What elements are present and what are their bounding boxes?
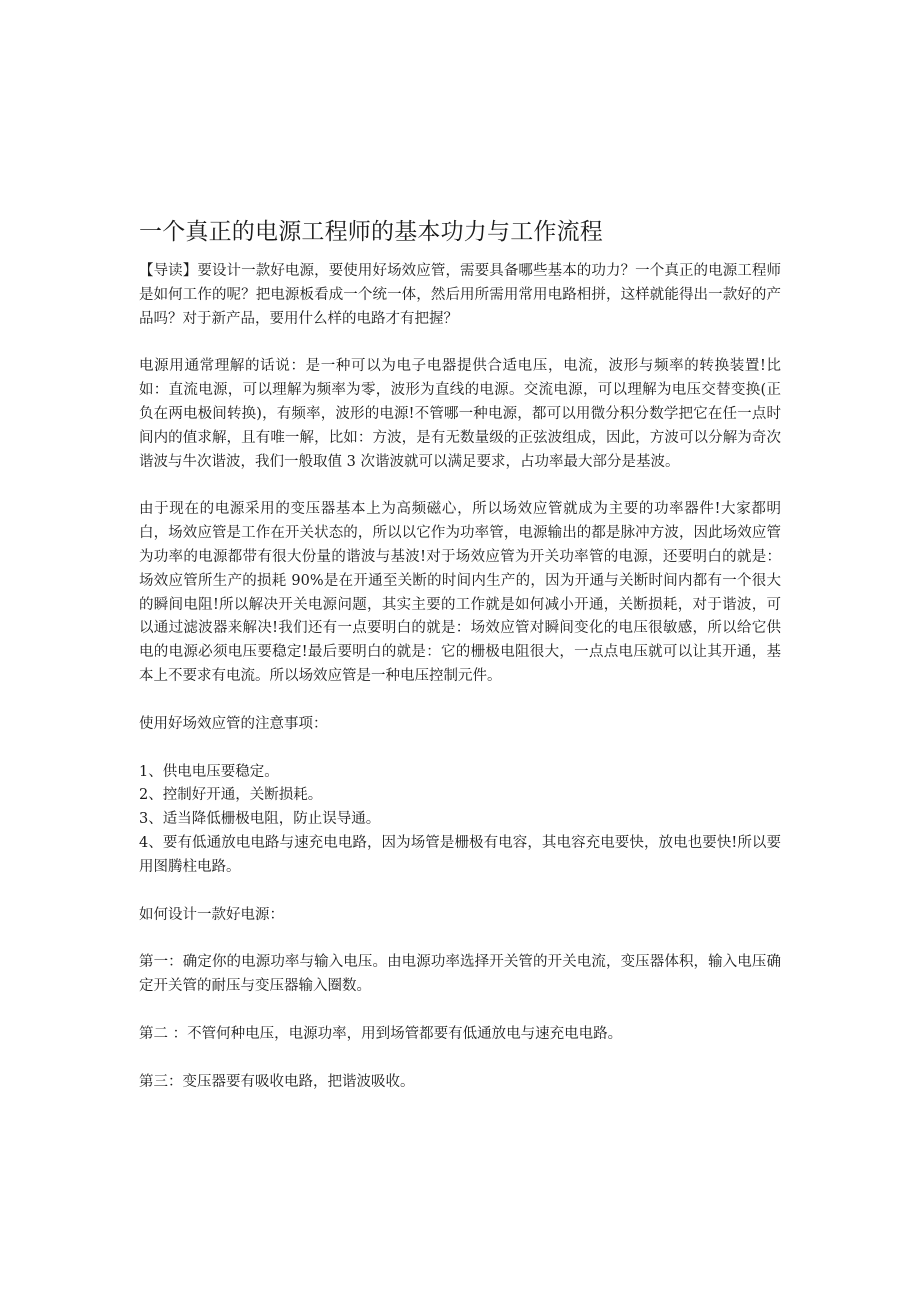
spacer bbox=[139, 331, 781, 355]
step-three: 第三：变压器要有吸收电路，把谐波吸收。 bbox=[139, 1073, 415, 1090]
list-item: 2、控制好开通，关断损耗。 bbox=[139, 787, 323, 804]
spacer bbox=[139, 999, 781, 1023]
notes-heading: 使用好场效应管的注意事项： bbox=[139, 715, 328, 732]
step-two: 第二 ：不管何种电压，电源功率，用到场管都要有低通放电与速充电电路。 bbox=[139, 1025, 623, 1042]
step-one: 第一：确定你的电源功率与输入电压。由电源功率选择开关管的开关电流，变压器体积，输入电压确定开关管的耐压与变压器输入圈数。 bbox=[139, 954, 781, 995]
design-heading: 如何设计一款好电源： bbox=[139, 906, 284, 923]
spacer bbox=[139, 1047, 781, 1071]
spacer bbox=[139, 927, 781, 951]
document-title: 一个真正的电源工程师的基本功力与工作流程 bbox=[139, 219, 603, 245]
spacer bbox=[139, 474, 781, 498]
list-item: 3、适当降低栅极电阻，防止误导通。 bbox=[139, 811, 381, 828]
intro-paragraph: 【导读】要设计一款好电源，要使用好场效应管，需要具备哪些基本的功力？一个真正的电源工程师是如何工作的呢？把电源板看成一个统一体，然后用所需用常用电路相拼，这样就能得出一款好的产品吗？对于新产品，要用什么样的电路才有把握？ bbox=[139, 263, 781, 327]
paragraph-power-definition: 电源用通常理解的话说：是一种可以为电子电器提供合适电压，电流，波形与频率的转换装置!比如：直流电源，可以理解为频率为零，波形为直线的电源。交流电源，可以理解为电压交替变换(正负在两电极间转换)，有频率，波形的电源!不管哪一种电源，都可以用微分积分数学把它在任一点时间内的值求解，且有唯一解，比如：方波，是有无数量级的正弦波组成，因此，方波可以分解为奇次谐波与牛次谐波，我们一般取值 3 次谐波就可以满足要求，占功率最大部分是基波。 bbox=[139, 358, 781, 470]
spacer bbox=[139, 880, 781, 904]
list-item: 4、要有低通放电电路与速充电电路，因为场管是栅极有电容，其电容充电要快，放电也要快!所以要用图腾柱电路。 bbox=[139, 834, 781, 875]
notes-list bbox=[139, 761, 781, 880]
spacer bbox=[139, 689, 781, 713]
paragraph-mosfet: 由于现在的电源采用的变压器基本上为高频磁心，所以场效应管就成为主要的功率器件!大家都明白，场效应管是工作在开关状态的，所以以它作为功率管，电源输出的都是脉冲方波，因此场效应管为功率的电源都带有很大份量的谐波与基波!对于场效应管为开关功率管的电源，还要明白的就是：场效应管所生产的损耗 90%是在开通至关断的时间内生产的，因为开通与关断时间内都有一个很大的瞬间电阻!所以解决开关电源问题，其实主要的工作就是如何减小开通，关断损耗，对于谐波，可以通过滤波器来解决!我们还有一点要明白的就是：场效应管对瞬间变化的电压很敏感，所以给它供电的电源必须电压要稳定!最后要明白的就是：它的栅极电阻很大，一点点电压就可以让其开通，基本上不要求有电流。所以场效应管是一种电压控制元件。 bbox=[139, 501, 781, 684]
spacer bbox=[139, 737, 781, 761]
document-page bbox=[139, 216, 781, 1095]
list-item: 1、供电电压要稳定。 bbox=[139, 763, 279, 780]
